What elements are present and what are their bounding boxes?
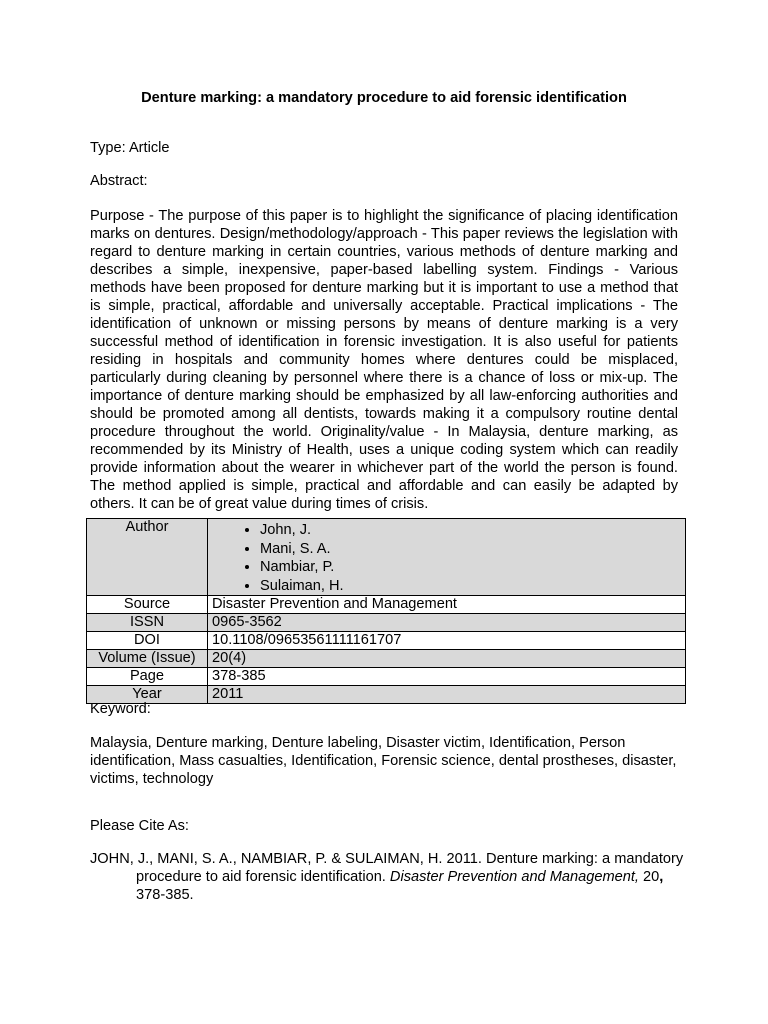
- citation-authors-title: JOHN, J., MANI, S. A., NAMBIAR, P. & SULAIMAN, H. 2011. Denture marking: a mandatory procedure to aid forensic identification.: [90, 851, 684, 885]
- table-row-author: [87, 519, 686, 596]
- abstract-text: Purpose - The purpose of this paper is to highlight the significance of placing identification marks on dentures. Design/methodology/approach - This paper reviews the legislation with regard to denture marking in certain countries, various methods of denture marking and describes a simple, inexpensive, paper-based labelling system. Findings - Various methods have been proposed for denture marking but it is important to use a method that is simple, practical, affordable and universally acceptable. Practical implications - The identification of unknown or missing persons by means of denture marking is a very successful method of identification in forensic investigation. It is also useful for patients residing in hospitals and community homes where dentures could be misplaced, particularly during cleaning by personnel where there is a chance of loss or mix-up. The importance of denture marking should be emphasized by all law-enforcing authorities and should be promoted among all dentists, towards making it a compulsory routine dental procedure throughout the world. Originality/value - In Malaysia, denture marking, as recommended by its Ministry of Health, uses a unique coding system which can readily provide information about the wearer in whichever part of the world the person is found. The method applied is simple, practical and affordable and can easily be adapted by others. It can be of great value during times of crisis.: [90, 208, 678, 512]
- table-row-issn: [87, 614, 686, 632]
- author-item: • Mani, S. A.: [260, 540, 681, 559]
- doi-label: DOI: [87, 632, 208, 650]
- year-label: Year: [87, 686, 208, 704]
- keywords-text: Malaysia, Denture marking, Denture labeling, Disaster victim, Identification, Person identification, Mass casualties, Identification, Forensic science, dental prostheses, disaster, victims, technology: [90, 735, 677, 787]
- issn-label: ISSN: [87, 614, 208, 632]
- volume-value: 20(4): [208, 650, 686, 668]
- citation-pages: 378-385.: [136, 887, 194, 903]
- doi-value: 10.1108/09653561111161707: [208, 632, 686, 650]
- table-row-volume: [87, 650, 686, 668]
- volume-label: Volume (Issue): [87, 650, 208, 668]
- page-value: 378-385: [208, 668, 686, 686]
- citation-comma: ,: [659, 869, 664, 885]
- table-row-year: [87, 686, 686, 704]
- author-label: Author: [87, 519, 208, 596]
- table-row-doi: [87, 632, 686, 650]
- source-label: Source: [87, 596, 208, 614]
- abstract-heading: Abstract:: [90, 173, 148, 189]
- source-value: Disaster Prevention and Management: [208, 596, 686, 614]
- author-list: [212, 521, 681, 595]
- article-type: Type: Article: [90, 140, 170, 156]
- citation: [90, 850, 696, 904]
- table-row-source: [87, 596, 686, 614]
- table-row-page: [87, 668, 686, 686]
- metadata-table: [86, 518, 686, 704]
- citation-journal: Disaster Prevention and Management,: [389, 869, 639, 885]
- author-item: • Sulaiman, H.: [260, 577, 681, 596]
- author-item: • John, J.: [260, 521, 681, 540]
- article-title: Denture marking: a mandatory procedure to aid forensic identification: [141, 90, 627, 106]
- cite-heading: Please Cite As:: [90, 818, 189, 834]
- keyword-heading: Keyword:: [90, 701, 151, 717]
- page-label: Page: [87, 668, 208, 686]
- author-list-cell: [208, 519, 686, 596]
- issn-value: 0965-3562: [208, 614, 686, 632]
- author-item: • Nambiar, P.: [260, 558, 681, 577]
- citation-volume: 20: [643, 869, 660, 885]
- year-value: 2011: [208, 686, 686, 704]
